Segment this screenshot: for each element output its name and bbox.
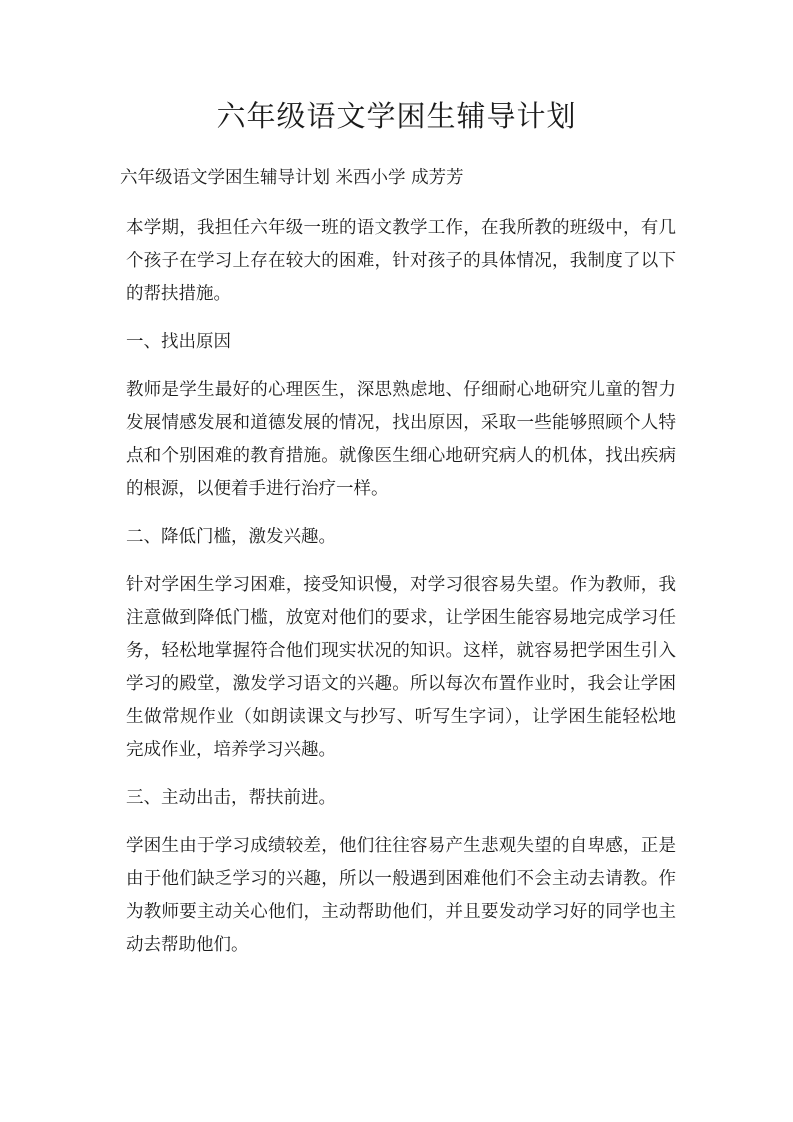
section-heading-2: 二、降低门槛，激发兴趣。 (126, 527, 336, 547)
document-body (120, 162, 676, 977)
section-heading-3: 三、主动出击，帮扶前进。 (126, 788, 336, 808)
paragraph-body-1: 教师是学生最好的心理医生，深思熟虑地、仔细耐心地研究儿童的智力发展情感发展和道德发展的情况，找出原因，采取一些能够照顾个人特点和个别困难的教育措施。就像医生细心地研究病人的机体，找出疾病的根源，以便着手进行治疗一样。 (126, 380, 676, 499)
paragraph-intro: 本学期，我担任六年级一班的语文教学工作，在我所教的班级中，有几个孩子在学习上存在较大的困难，针对孩子的具体情况，我制度了以下的帮扶措施。 (126, 218, 676, 304)
document-subtitle: 六年级语文学困生辅导计划 米西小学 成芳芳 (120, 168, 464, 188)
paragraph-body-2: 针对学困生学习困难，接受知识慢，对学习很容易失望。作为教师，我注意做到降低门槛，放宽对他们的要求，让学困生能容易地完成学习任务，轻松地掌握符合他们现实状况的知识。这样，就容易把学困生引入学习的殿堂，激发学习语文的兴趣。所以每次布置作业时，我会让学困生做常规作业（如朗读课文与抄写、听写生字词），让学困生能轻松地完成作业，培养学习兴趣。 (126, 575, 676, 760)
section-heading-1: 一、找出原因 (126, 332, 231, 352)
paragraph-body-3: 学困生由于学习成绩较差，他们往往容易产生悲观失望的自卑感，正是由于他们缺乏学习的兴趣，所以一般遇到困难他们不会主动去请教。作为教师要主动关心他们，主动帮助他们，并且要发动学习好的同学也主动去帮助他们。 (126, 836, 676, 955)
document-title: 六年级语文学困生辅导计划 (216, 99, 577, 133)
